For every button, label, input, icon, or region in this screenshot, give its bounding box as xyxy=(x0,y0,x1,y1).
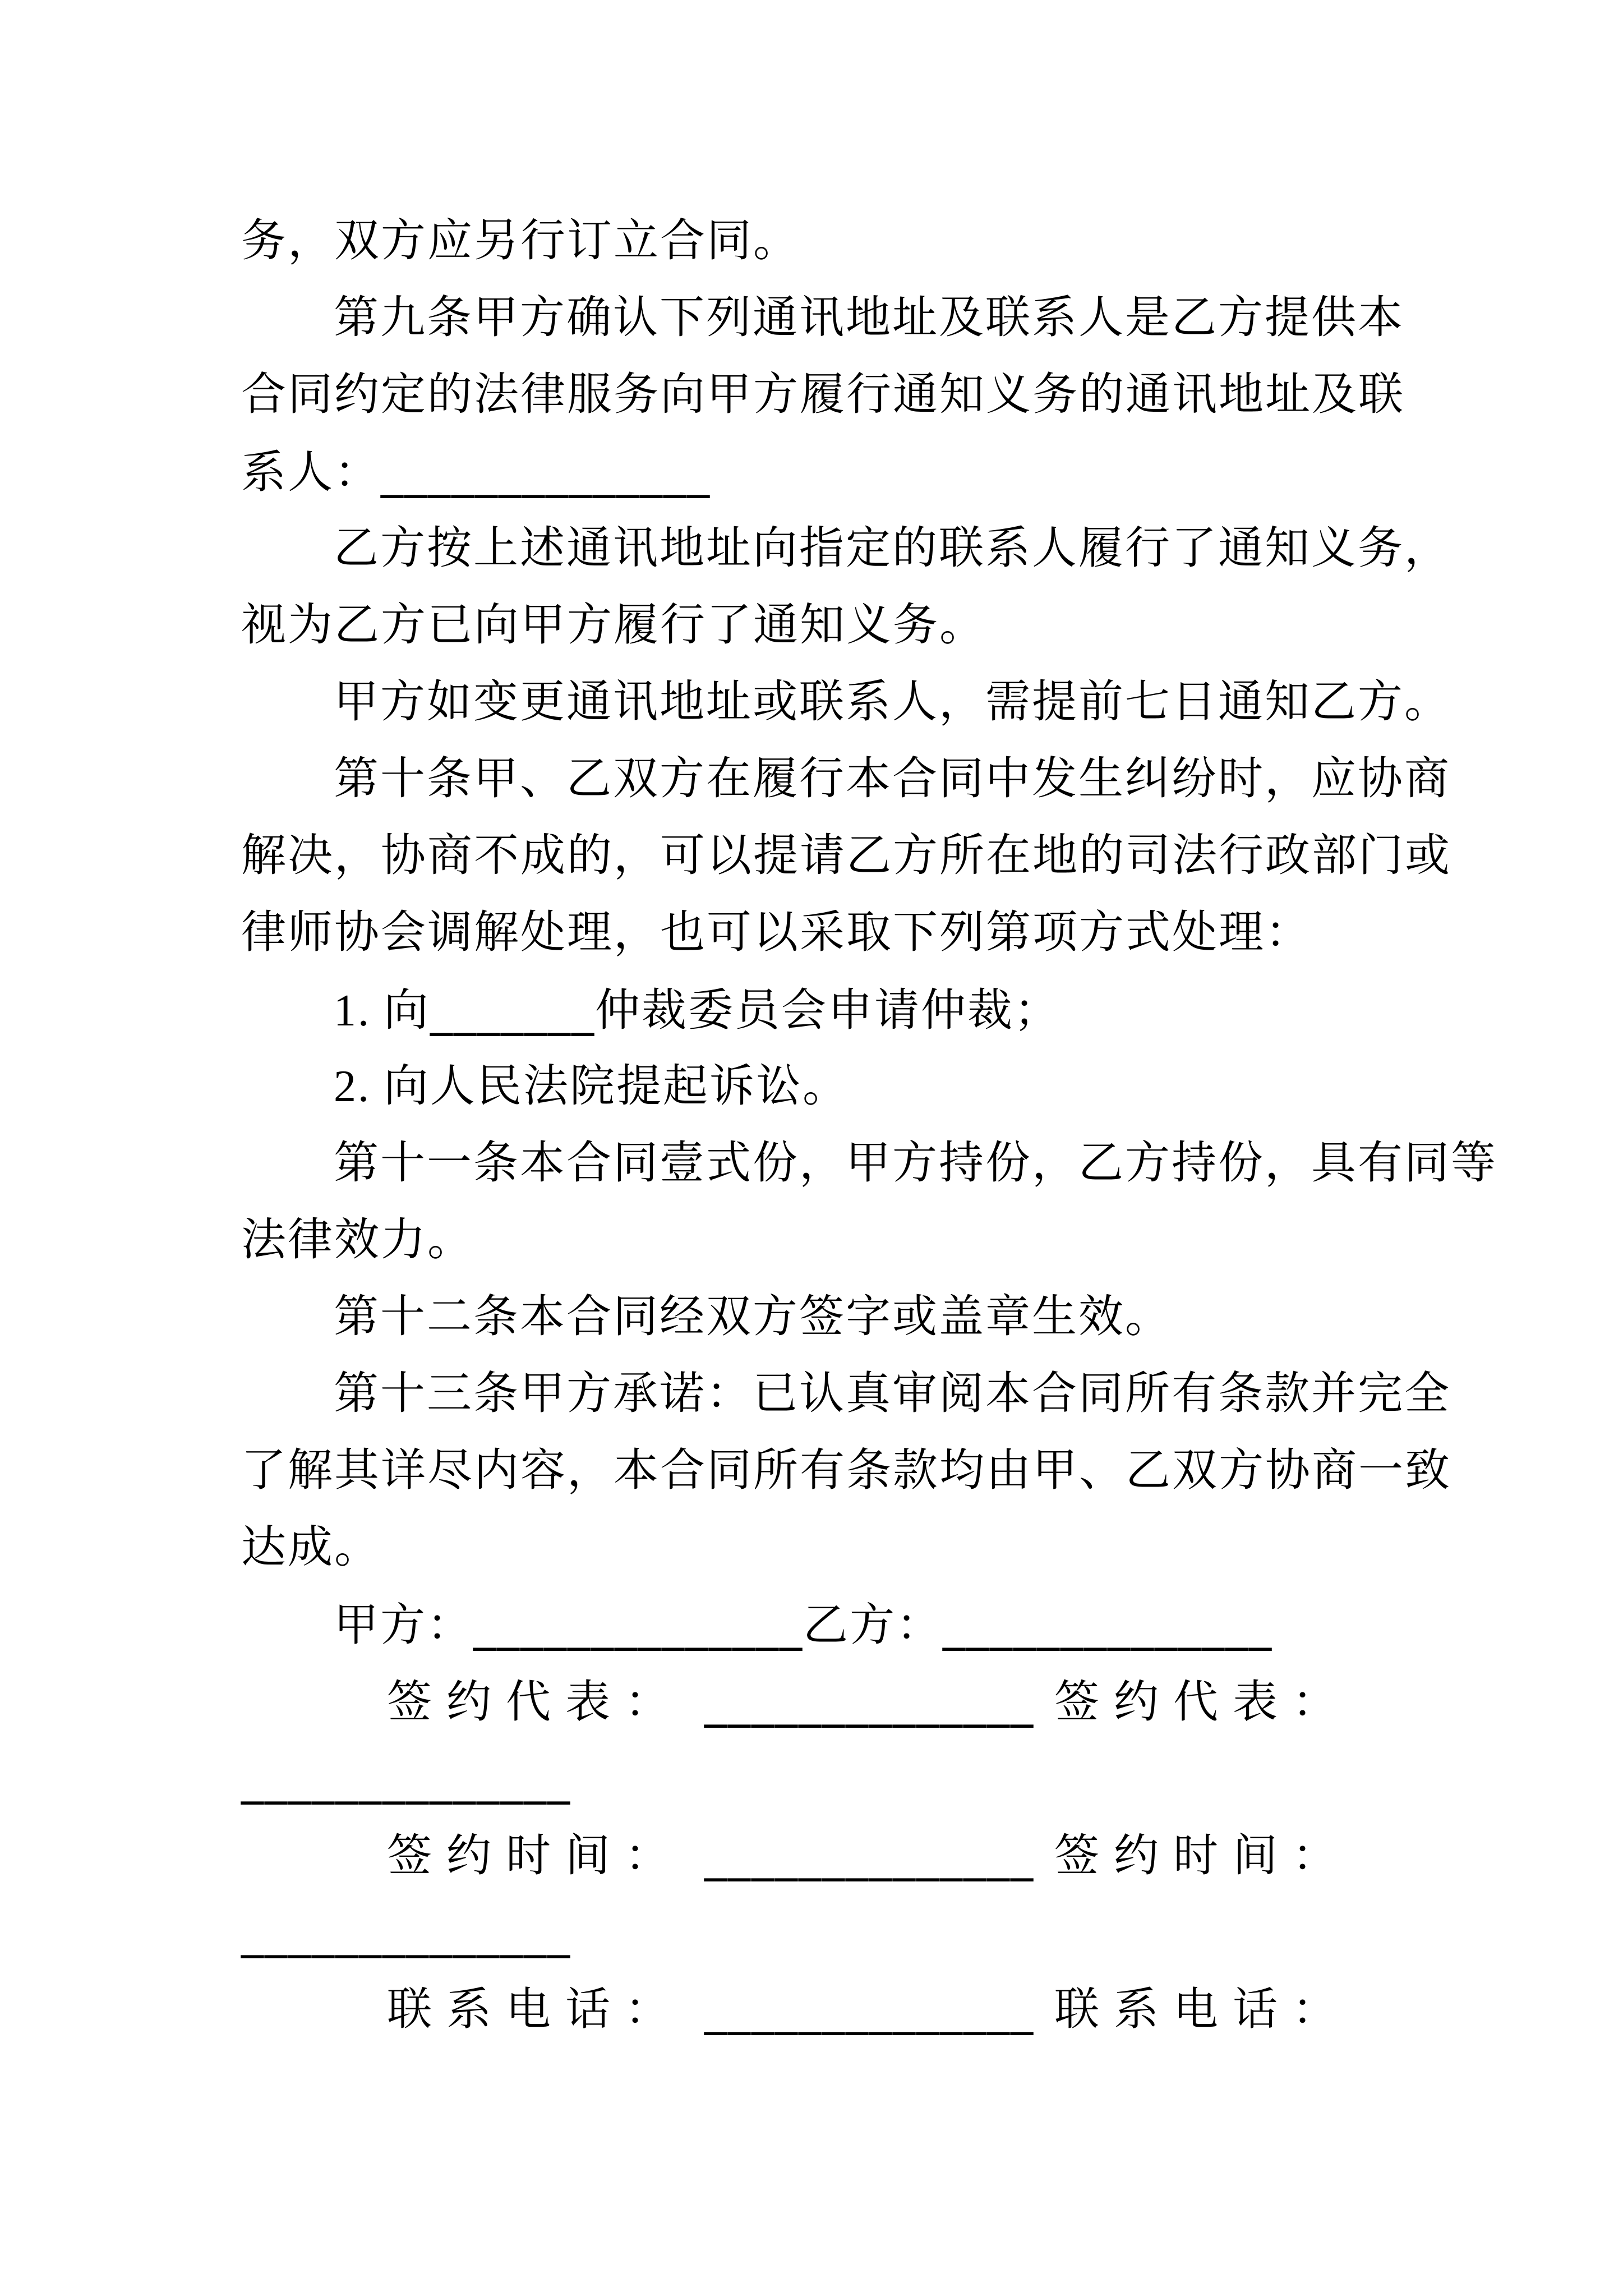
line-text: 签约代表： xyxy=(387,1678,684,1727)
line-text: 签约代表： xyxy=(1054,1678,1352,1727)
line-text: 仲裁委员会申请仲裁； xyxy=(595,986,1061,1036)
text-line xyxy=(241,203,1387,280)
line-text: 第十三条甲方承诺：已认真审阅本合同所有条款并完全 xyxy=(334,1369,1451,1419)
text-line xyxy=(241,1894,1387,1971)
text-line xyxy=(241,1663,1387,1740)
blank-underline: ______________ xyxy=(704,1676,1034,1728)
line-text: 达成。 xyxy=(241,1523,381,1572)
text-line xyxy=(241,664,1451,741)
line-text: 第十二条本合同经双方签字或盖章生效。 xyxy=(334,1292,1172,1342)
text-line xyxy=(241,1817,1387,1894)
line-text: 签约时间： xyxy=(1054,1832,1352,1881)
text-line xyxy=(241,357,1405,434)
line-text: 视为乙方已向甲方履行了通知义务。 xyxy=(241,601,986,650)
blank-underline: ______________ xyxy=(241,1752,571,1805)
line-text: 联系电话： xyxy=(387,1985,684,2035)
text-line xyxy=(241,1202,1387,1279)
line-text: 甲方如变更通讯地址或联系人，需提前七日通知乙方。 xyxy=(334,678,1451,727)
line-text: 第十条甲、乙双方在履行本合同中发生纠纷时，应协商 xyxy=(334,754,1451,804)
text-line xyxy=(241,434,1387,510)
blank-underline: ______________ xyxy=(704,1829,1034,1881)
line-text: 系人： xyxy=(241,448,381,498)
line-text: 乙方： xyxy=(803,1601,943,1650)
line-text: 甲方： xyxy=(334,1601,473,1650)
text-line xyxy=(241,818,1451,895)
text-line xyxy=(241,1586,1387,1663)
text-line xyxy=(241,1433,1451,1510)
line-text: 解决，协商不成的，可以提请乙方所在地的司法行政部门或 xyxy=(241,831,1451,881)
line-text: 2. 向人民法院提起诉讼。 xyxy=(334,1062,849,1111)
text-line xyxy=(241,1971,1387,2047)
line-text: 联系电话： xyxy=(1054,1985,1352,2035)
line-text: 务，双方应另行订立合同。 xyxy=(241,217,800,266)
blank-underline: ______________ xyxy=(473,1599,803,1651)
text-line xyxy=(241,1740,1387,1817)
text-line xyxy=(241,1510,1387,1586)
line-text: 第九条甲方确认下列通讯地址及联系人是乙方提供本 xyxy=(334,293,1404,343)
text-line xyxy=(241,895,1387,972)
line-text: 律师协会调解处理，也可以采取下列第项方式处理： xyxy=(241,908,1312,958)
text-line xyxy=(241,1356,1451,1433)
contract-body xyxy=(241,203,1497,2047)
line-text: 第十一条本合同壹式份，甲方持份，乙方持份，具有同等 xyxy=(334,1139,1497,1188)
line-text: 签约时间： xyxy=(387,1832,684,1881)
text-line xyxy=(241,510,1451,587)
blank-underline: _______ xyxy=(430,984,595,1036)
text-line xyxy=(241,741,1451,818)
blank-underline: ______________ xyxy=(241,1906,571,1958)
text-line xyxy=(241,1279,1387,1356)
blank-underline: ______________ xyxy=(943,1599,1272,1651)
line-text: 了解其详尽内容，本合同所有条款均由甲、乙双方协商一致 xyxy=(241,1446,1451,1496)
blank-underline: ______________ xyxy=(704,1983,1034,2035)
text-line xyxy=(241,280,1404,357)
line-text: 1. 向 xyxy=(334,986,430,1036)
text-line xyxy=(241,1125,1497,1202)
text-line xyxy=(241,972,1387,1048)
text-line xyxy=(241,587,1387,664)
text-line xyxy=(241,1048,1387,1125)
line-text: 法律效力。 xyxy=(241,1216,474,1265)
line-text: 合同约定的法律服务向甲方履行通知义务的通讯地址及联 xyxy=(241,370,1405,420)
line-text: 乙方按上述通讯地址向指定的联系人履行了通知义务， xyxy=(334,524,1451,573)
blank-underline: ______________ xyxy=(381,446,711,498)
